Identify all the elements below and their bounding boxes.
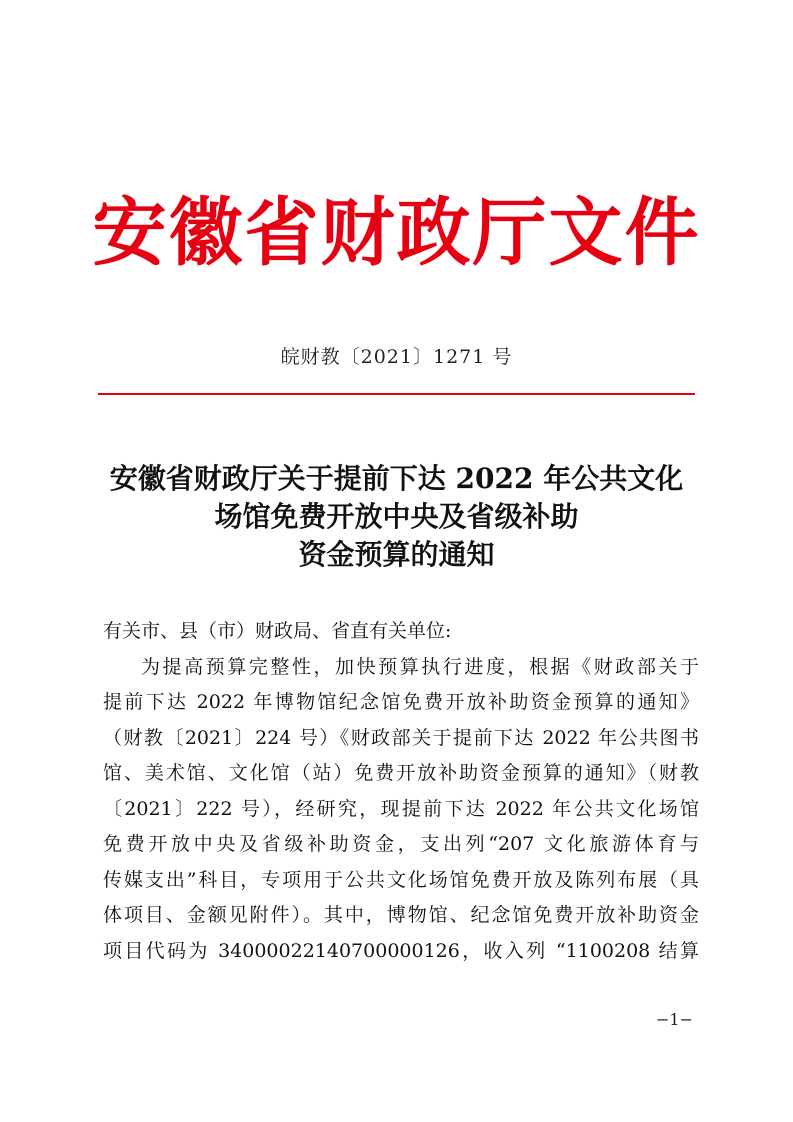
body-line: 传媒支出”科目，专项用于公共文化场馆免费开放及陈列布展（具: [103, 868, 699, 891]
notice-title-line: 场馆免费开放中央及省级补助: [214, 500, 579, 533]
page-number: −1−: [656, 1010, 693, 1029]
issuer-red-header: 安徽省财政厅文件: [92, 190, 701, 276]
addressee-line: 有关市、县（市）财政局、省直有关单位:: [103, 620, 452, 642]
body-line: 体项目、金额见附件）。其中，博物馆、纪念馆免费开放补助资金: [103, 904, 699, 926]
body-line: 〔2021〕222 号），经研究，现提前下达 2022 年公共文化场馆: [103, 797, 699, 820]
red-divider-line: [98, 393, 695, 395]
notice-body: [103, 614, 699, 969]
notice-title: [80, 460, 713, 574]
notice-title-line: 安徽省财政厅关于提前下达 2022 年公共文化: [109, 462, 684, 495]
document-number: 皖财教〔2021〕1271 号: [280, 346, 513, 368]
body-line: 提前下达 2022 年博物馆纪念馆免费开放补助资金预算的通知》: [103, 691, 699, 713]
body-line: 为提高预算完整性，加快预算执行进度，根据《财政部关于: [141, 655, 699, 678]
notice-title-line: 资金预算的通知: [298, 538, 495, 571]
body-line: （财教〔2021〕224 号）《财政部关于提前下达 2022 年公共图书: [103, 726, 699, 749]
body-line: 免费开放中央及省级补助资金，支出列“207 文化旅游体育与: [103, 833, 699, 855]
body-line: 项目代码为 34000022140700000126，收入列 “1100208 结算: [103, 939, 699, 962]
body-line: 馆、美术馆、文化馆（站）免费开放补助资金预算的通知》（财教: [103, 762, 699, 784]
